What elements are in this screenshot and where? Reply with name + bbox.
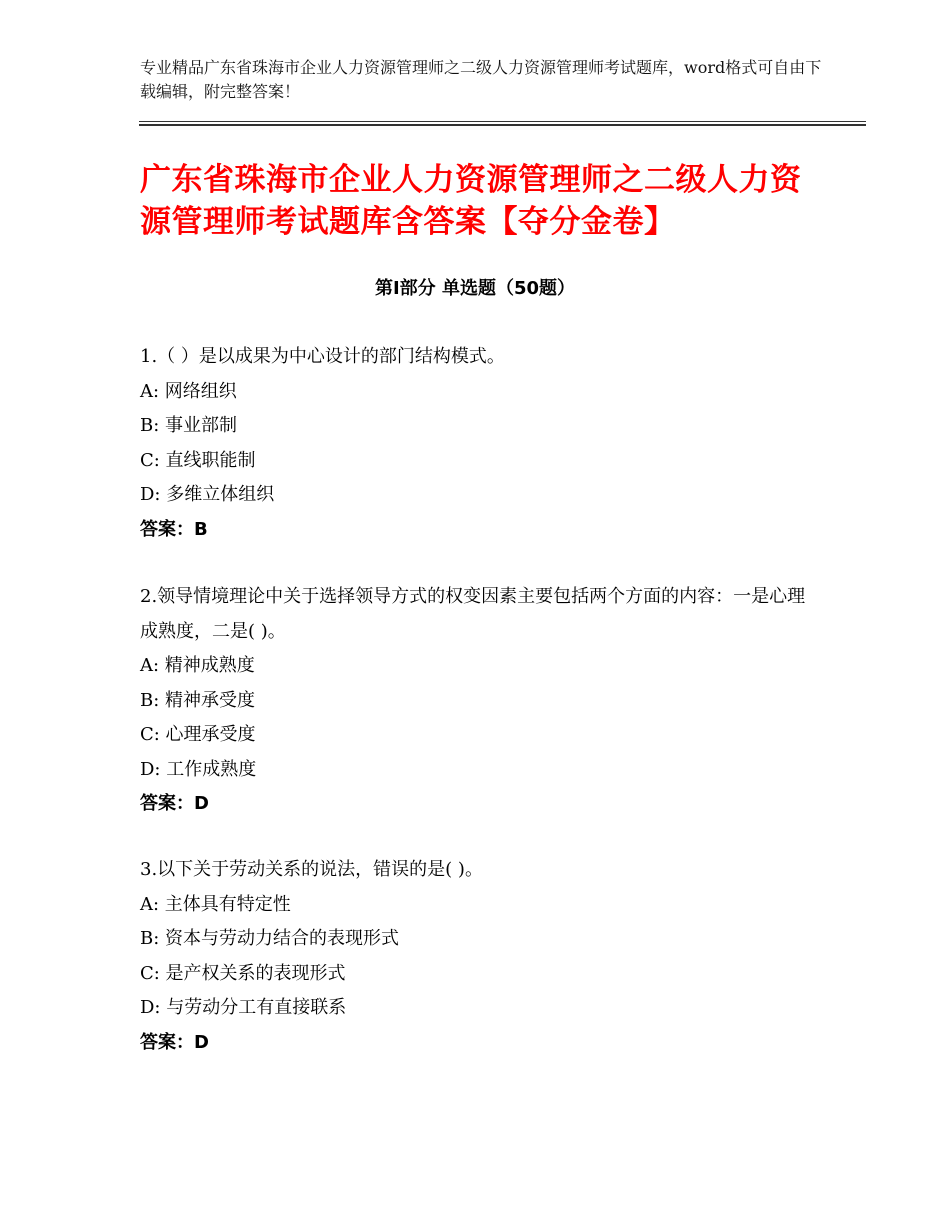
document-title: 广东省珠海市企业人力资源管理师之二级人力资源管理师考试题库含答案【夺分金卷】	[140, 162, 802, 240]
header-note: 专业精品广东省珠海市企业人力资源管理师之二级人力资源管理师考试题库，word格式可自由下载编辑，附完整答案！	[140, 58, 822, 101]
question-stem: 3.以下关于劳动关系的说法，错误的是( )。	[140, 859, 483, 880]
option-b: B: 资本与劳动力结合的表现形式	[140, 928, 400, 949]
option-a: A: 网络组织	[140, 380, 237, 402]
header-divider-thin	[139, 121, 866, 122]
question-1	[140, 340, 820, 547]
option-a: A: 精神成熟度	[140, 655, 255, 676]
header-divider-thick	[139, 124, 866, 126]
section-heading: 第Ⅰ部分 单选题（50题）	[374, 278, 575, 299]
answer: 答案：B	[140, 518, 208, 540]
option-d: D: 与劳动分工有直接联系	[140, 997, 347, 1018]
option-a: A: 主体具有特定性	[140, 893, 291, 915]
question-2	[140, 580, 820, 822]
question-3	[140, 853, 820, 1060]
option-c: C: 直线职能制	[140, 449, 256, 471]
answer: 答案：D	[140, 1031, 209, 1053]
question-stem: 1.（ ）是以成果为中心设计的部门结构模式。	[140, 346, 505, 367]
question-stem: 2.领导情境理论中关于选择领导方式的权变因素主要包括两个方面的内容：一是心理成熟度，二是( )。	[140, 586, 806, 642]
option-c: C: 是产权关系的表现形式	[140, 962, 346, 984]
option-d: D: 多维立体组织	[140, 484, 275, 505]
option-c: C: 心理承受度	[140, 724, 256, 745]
option-b: B: 事业部制	[140, 415, 238, 436]
answer: 答案：D	[140, 793, 209, 814]
option-d: D: 工作成熟度	[140, 758, 257, 780]
option-b: B: 精神承受度	[140, 689, 256, 711]
